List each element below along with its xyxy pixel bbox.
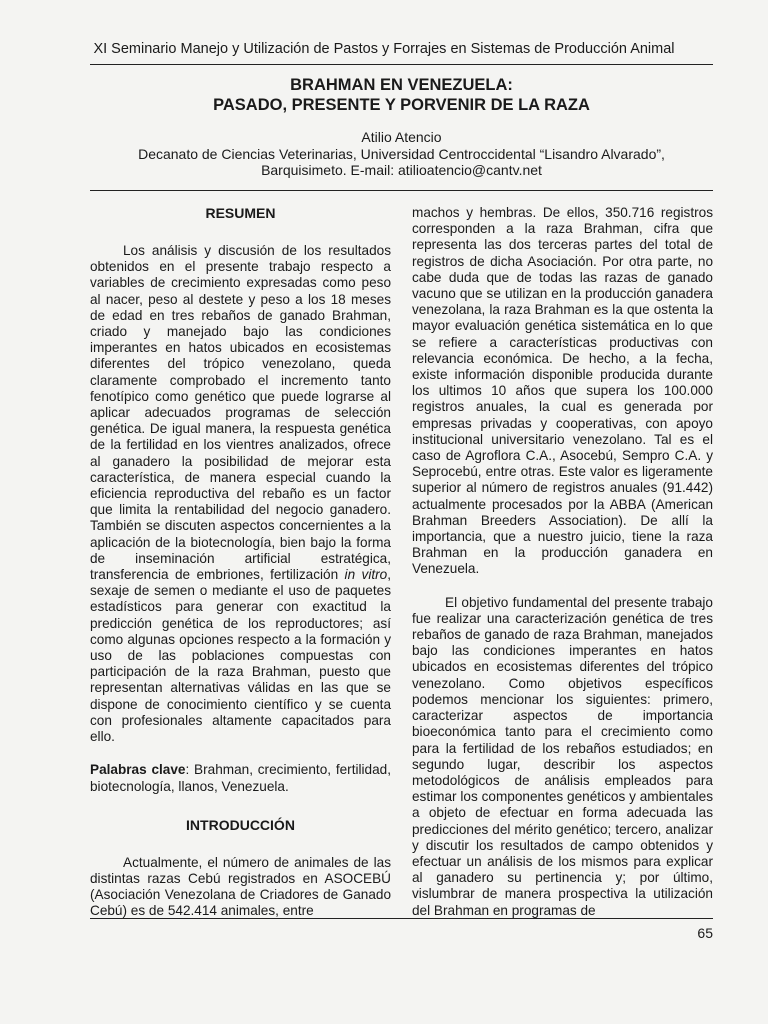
introduccion-paragraph-2: El objetivo fundamental del presente trabajo fue realizar una caracterización genética de tres rebaños de ganado de raza Brahman, manejados bajo las condiciones imperantes en hatos ubicados en ecosistemas diferentes del trópico venezolano. Como objetivos específicos podemos mencionar los siguientes: primero, caracterizar aspectos de importancia bioeconómica tanto para el crecimiento como para la fertilidad de los rebaños estudiados; en segundo lugar, describir los aspectos metodológicos de análisis empleados para estimar los componentes genéticos y ambientales a objeto de efectuar en forma adecuada las predicciones del mérito genético; tercero, analizar y discutir los resultados de campo obtenidos y efectuar un análisis de los mismos para explicar al ganadero su pertinencia y; por último, vislumbrar de manera prospectiva la utilización del Brahman en programas de xyxy=(412,594,713,918)
introduccion-paragraph-1-start: Actualmente, el número de animales de las distintas razas Cebú registrados en ASOCEBÚ (Asociación Venezolana de Criadores de Ganado Cebú) es de 542.414 animales, entre xyxy=(90,854,391,919)
header-rule xyxy=(90,64,713,65)
article-title xyxy=(90,75,713,115)
affiliation-line-1: Decanato de Ciencias Veterinarias, Universidad Centroccidental “Lisandro Alvarado”, xyxy=(138,145,665,162)
introduccion-heading: INTRODUCCIÓN xyxy=(186,816,295,833)
right-column xyxy=(412,205,713,919)
resumen-text-part-1: Los análisis y discusión de los resultados obtenidos en el presente trabajo respecto a variables de crecimiento expresadas como peso al nacer, peso al destete y peso a los 18 meses de edad en tres rebaños de ganado Brahman, criado y manejado bajo las condiciones imperantes en hatos ubicados en ecosistemas diferentes del trópico venezolano, queda claramente comprobado el incremento tanto fenotípico como genético que puede lograrse al aplicar adecuados programas de selección genética. De igual manera, la respuesta genética de la fertilidad en los vientres analizados, ofrece al ganadero la posibilidad de mejorar esta característica, de manera especial cuando la eficiencia reproductiva del rebaño es un factor que limita la rentabilidad del negocio ganadero. También se discuten aspectos concernientes a la aplicación de la biotecnología, bien bajo la forma de inseminación artificial estratégica, transferencia de embriones, fertilización xyxy=(90,243,391,583)
resumen-heading: RESUMEN xyxy=(205,205,276,221)
resumen-paragraph xyxy=(90,243,391,745)
left-column xyxy=(90,205,391,920)
footer-rule xyxy=(90,918,713,919)
keywords-paragraph xyxy=(90,762,391,794)
author-block xyxy=(90,129,713,179)
resumen-italic-term: in vitro xyxy=(344,567,388,583)
running-header: XI Seminario Manejo y Utilización de Pastos y Forrajes en Sistemas de Producción Animal xyxy=(93,41,675,57)
author-name: Atilio Atencio xyxy=(361,129,442,145)
resumen-text-part-2: , sexaje de semen o mediante el uso de paquetes estadísticos para generar con exactitud la predicción genética de los reproductores; así como algunas opciones respecto a la formación y uso de las poblaciones compuestas con participación de la raza Brahman, puesto que representan alternativas válidas en las que se dispone de conocimiento científico y se cuenta con profesionales altamente capacitados para ello. xyxy=(90,567,391,745)
page-number: 65 xyxy=(697,925,713,941)
affiliation-line-2: Barquisimeto. E-mail: atilioatencio@cantv.net xyxy=(261,162,542,178)
keywords-text: : Brahman, crecimiento, fertilidad, biotecnología, llanos, Venezuela. xyxy=(90,762,391,794)
article-title-line-2: PASADO, PRESENTE Y PORVENIR DE LA RAZA xyxy=(213,96,590,114)
keywords-label: Palabras clave xyxy=(90,762,186,778)
article-title-line-1: BRAHMAN EN VENEZUELA: xyxy=(290,76,513,94)
meta-rule xyxy=(90,190,713,191)
introduccion-paragraph-1-continued: machos y hembras. De ellos, 350.716 registros corresponden a la raza Brahman, cifra que representa las dos terceras partes del total de registros de dicha Asociación. Por otra parte, no cabe duda que de todas las razas de ganado vacuno que se utilizan en la producción ganadera venezolana, la raza Brahman es la que ostenta la mayor evaluación genética sistemática en lo que se refiere a características productivas con relevancia económica. De hecho, a la fecha, existe información disponible producida durante los ultimos 10 años que supera los 100.000 registros anuales, la cual es generada por empresas privadas y cooperativas, con apoyo institucional universitario venezolano. Tal es el caso de Agroflora C.A., Asocebú, Sempro C.A. y Seprocebú, entre otras. Este valor es ligeramente superior al número de registros anuales (91.442) actualmente procesados por la ABBA (American Brahman Breeders Association). De allí la importancia, que a nuestro juicio, tiene la raza Brahman en la producción ganadera en Venezuela. xyxy=(412,205,713,577)
